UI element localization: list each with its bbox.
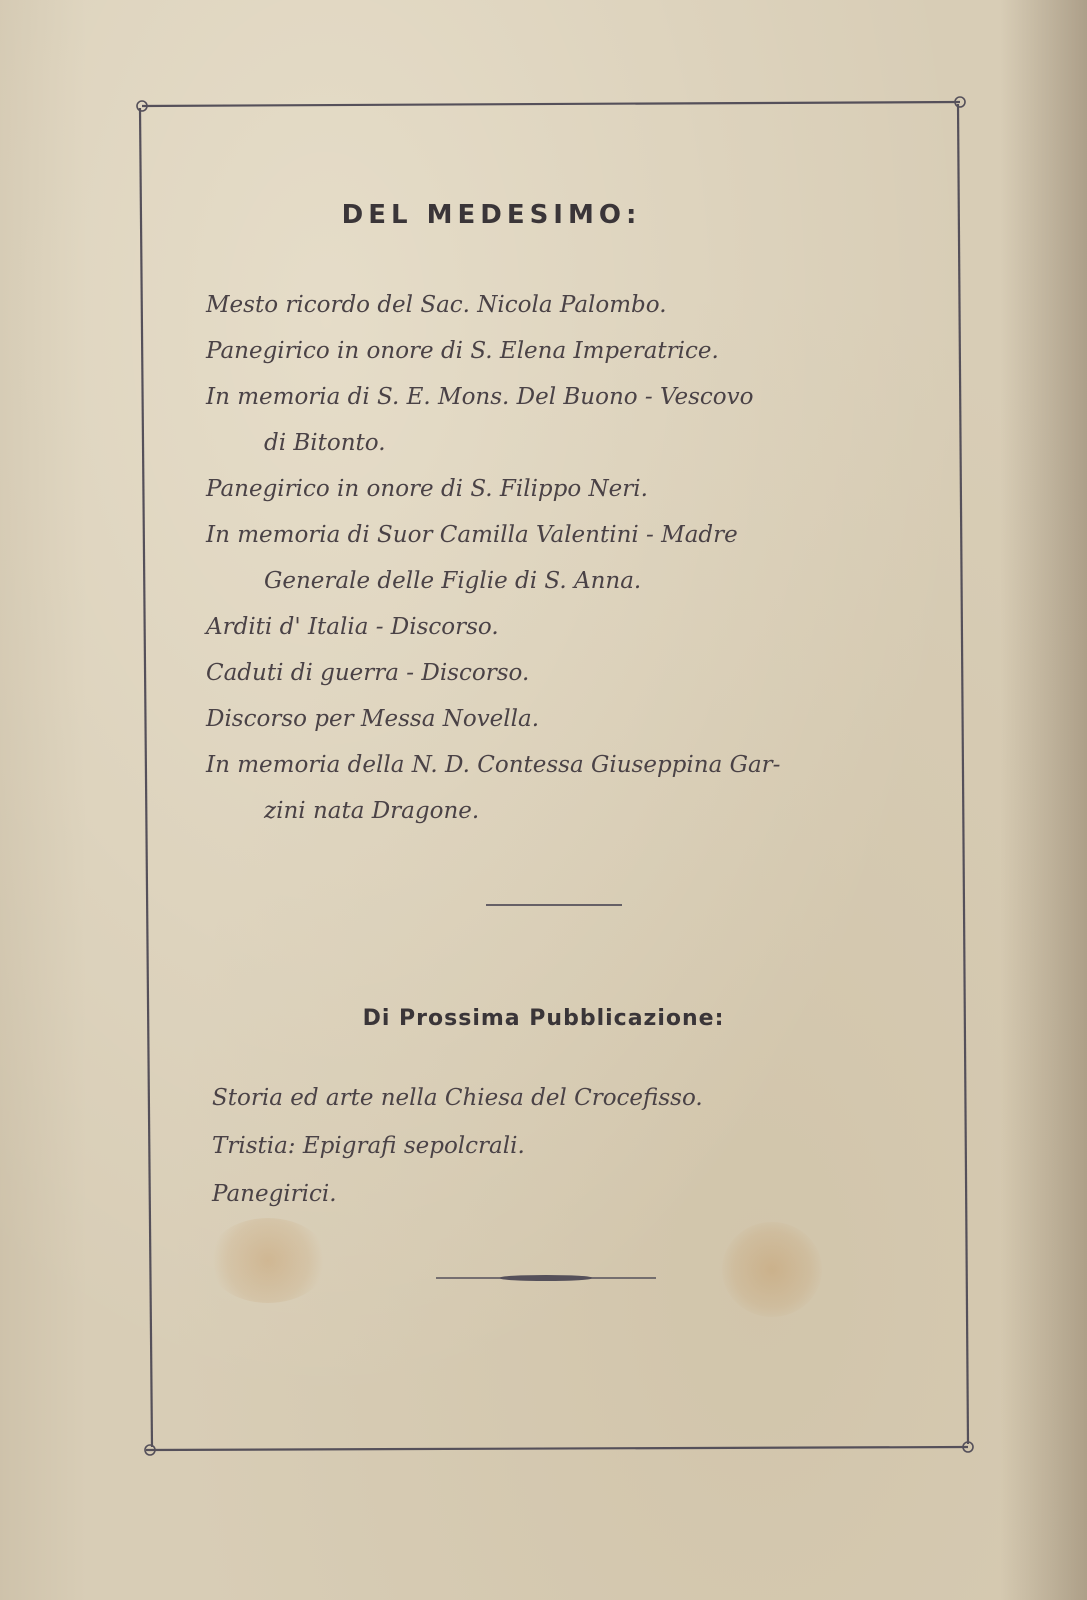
- border-top: [142, 102, 960, 106]
- list-item: In memoria di Suor Camilla Valentini - Madre Generale delle Figlie di S. Anna.: [206, 522, 738, 594]
- works-list: [206, 282, 906, 834]
- corner-ornament-bottom-right: [963, 1442, 973, 1452]
- end-ornament-rule: [436, 1275, 656, 1280]
- corner-ornament-top-left: [137, 101, 147, 111]
- list-item: In memoria di S. E. Mons. Del Buono - Vescovo di Bitonto.: [206, 384, 754, 456]
- section-title-works: DEL MEDESIMO:: [341, 200, 642, 230]
- corner-ornament-top-right: [955, 97, 965, 107]
- list-item: Arditi d' Italia - Discorso.: [206, 614, 499, 640]
- section-title-upcoming: Di Prossima Pubblicazione:: [362, 1006, 725, 1031]
- list-item: In memoria della N. D. Contessa Giuseppina Gar- zini nata Dragone.: [206, 752, 781, 824]
- border-left: [140, 108, 152, 1447]
- list-item: Caduti di guerra - Discorso.: [206, 660, 530, 686]
- age-stain: [722, 1222, 822, 1317]
- list-item: Panegirico in onore di S. Elena Imperatrice.: [206, 338, 719, 364]
- list-item: Panegirico in onore di S. Filippo Neri.: [206, 476, 648, 502]
- border-right: [958, 104, 968, 1444]
- upcoming-list: [212, 1074, 852, 1218]
- list-item: Storia ed arte nella Chiesa del Crocefisso.: [212, 1085, 703, 1111]
- age-stain: [208, 1218, 328, 1303]
- list-item: Mesto ricordo del Sac. Nicola Palombo.: [206, 292, 667, 318]
- list-item: Tristia: Epigrafi sepolcrali.: [212, 1133, 525, 1159]
- list-item: Discorso per Messa Novella.: [206, 706, 540, 732]
- corner-ornament-bottom-left: [145, 1445, 155, 1455]
- list-item: Panegirici.: [212, 1181, 337, 1207]
- border-bottom: [146, 1447, 968, 1450]
